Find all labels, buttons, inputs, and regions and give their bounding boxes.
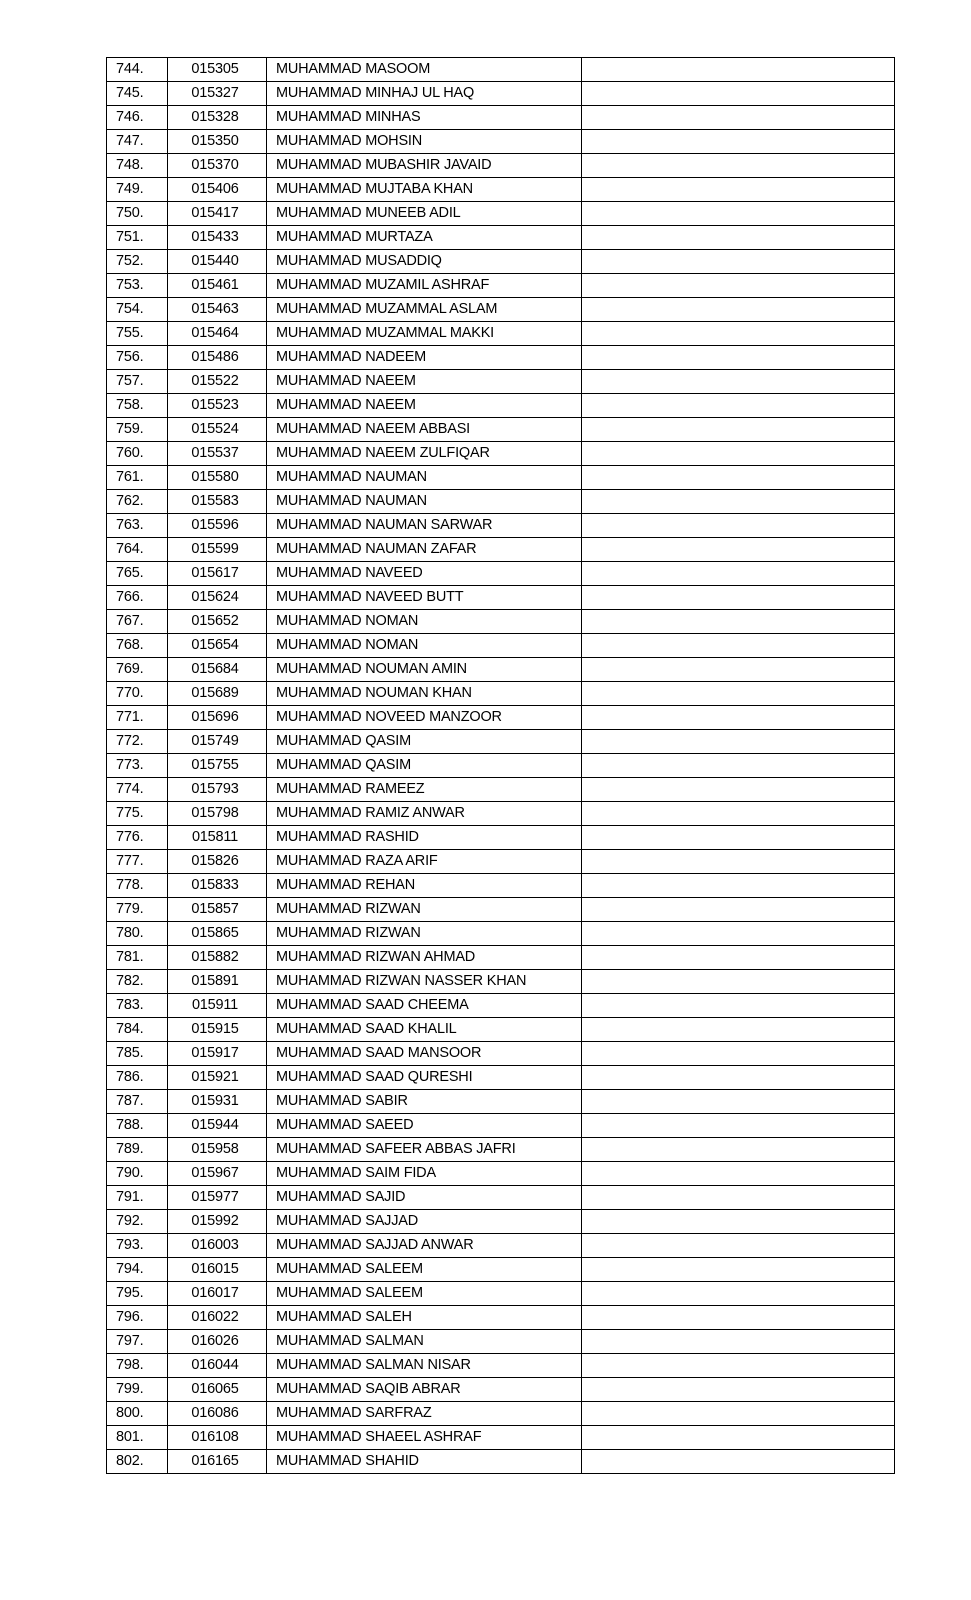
candidate-id-cell: 015882 bbox=[168, 946, 267, 970]
table-row bbox=[107, 610, 895, 634]
candidate-name-cell: MUHAMMAD NOUMAN AMIN bbox=[267, 658, 582, 682]
candidate-id-cell: 015370 bbox=[168, 154, 267, 178]
serial-number-cell: 768. bbox=[107, 634, 168, 658]
candidate-id-cell: 015524 bbox=[168, 418, 267, 442]
candidate-name-cell: MUHAMMAD NADEEM bbox=[267, 346, 582, 370]
table-row bbox=[107, 1138, 895, 1162]
table-row bbox=[107, 562, 895, 586]
serial-number-cell: 748. bbox=[107, 154, 168, 178]
table-row bbox=[107, 346, 895, 370]
candidate-name-cell: MUHAMMAD SABIR bbox=[267, 1090, 582, 1114]
empty-cell bbox=[582, 418, 895, 442]
table-row bbox=[107, 154, 895, 178]
table-row bbox=[107, 1258, 895, 1282]
table-row bbox=[107, 130, 895, 154]
candidate-id-cell: 015523 bbox=[168, 394, 267, 418]
candidate-id-cell: 015406 bbox=[168, 178, 267, 202]
candidate-name-cell: MUHAMMAD NOMAN bbox=[267, 634, 582, 658]
candidate-name-cell: MUHAMMAD NAUMAN bbox=[267, 466, 582, 490]
table-row bbox=[107, 730, 895, 754]
empty-cell bbox=[582, 970, 895, 994]
candidate-name-cell: MUHAMMAD RAMIZ ANWAR bbox=[267, 802, 582, 826]
empty-cell bbox=[582, 562, 895, 586]
candidate-name-cell: MUHAMMAD NOVEED MANZOOR bbox=[267, 706, 582, 730]
serial-number-cell: 780. bbox=[107, 922, 168, 946]
candidate-id-cell: 015537 bbox=[168, 442, 267, 466]
serial-number-cell: 773. bbox=[107, 754, 168, 778]
serial-number-cell: 776. bbox=[107, 826, 168, 850]
candidate-name-cell: MUHAMMAD SAAD KHALIL bbox=[267, 1018, 582, 1042]
serial-number-cell: 802. bbox=[107, 1450, 168, 1474]
candidate-name-cell: MUHAMMAD SAIM FIDA bbox=[267, 1162, 582, 1186]
table-row bbox=[107, 1450, 895, 1474]
empty-cell bbox=[582, 130, 895, 154]
empty-cell bbox=[582, 1330, 895, 1354]
empty-cell bbox=[582, 274, 895, 298]
table-row bbox=[107, 1090, 895, 1114]
table-row bbox=[107, 418, 895, 442]
candidate-id-cell: 015417 bbox=[168, 202, 267, 226]
serial-number-cell: 764. bbox=[107, 538, 168, 562]
serial-number-cell: 786. bbox=[107, 1066, 168, 1090]
candidate-id-cell: 016015 bbox=[168, 1258, 267, 1282]
candidate-name-cell: MUHAMMAD MUZAMMAL MAKKI bbox=[267, 322, 582, 346]
candidate-id-cell: 015891 bbox=[168, 970, 267, 994]
candidate-id-cell: 015522 bbox=[168, 370, 267, 394]
candidate-name-cell: MUHAMMAD SAFEER ABBAS JAFRI bbox=[267, 1138, 582, 1162]
table-row bbox=[107, 202, 895, 226]
serial-number-cell: 785. bbox=[107, 1042, 168, 1066]
table-row bbox=[107, 538, 895, 562]
candidate-name-cell: MUHAMMAD SAJJAD bbox=[267, 1210, 582, 1234]
candidate-id-cell: 015921 bbox=[168, 1066, 267, 1090]
candidate-table-body bbox=[107, 58, 895, 1474]
candidate-id-cell: 015958 bbox=[168, 1138, 267, 1162]
candidate-name-cell: MUHAMMAD SAQIB ABRAR bbox=[267, 1378, 582, 1402]
candidate-name-cell: MUHAMMAD NAEEM bbox=[267, 394, 582, 418]
serial-number-cell: 778. bbox=[107, 874, 168, 898]
serial-number-cell: 760. bbox=[107, 442, 168, 466]
empty-cell bbox=[582, 202, 895, 226]
empty-cell bbox=[582, 1018, 895, 1042]
candidate-id-cell: 015749 bbox=[168, 730, 267, 754]
table-row bbox=[107, 1330, 895, 1354]
empty-cell bbox=[582, 490, 895, 514]
serial-number-cell: 772. bbox=[107, 730, 168, 754]
candidate-name-cell: MUHAMMAD RIZWAN NASSER KHAN bbox=[267, 970, 582, 994]
table-row bbox=[107, 466, 895, 490]
table-row bbox=[107, 1234, 895, 1258]
table-row bbox=[107, 370, 895, 394]
candidate-id-cell: 015583 bbox=[168, 490, 267, 514]
candidate-id-cell: 015350 bbox=[168, 130, 267, 154]
table-row bbox=[107, 1018, 895, 1042]
table-row bbox=[107, 1162, 895, 1186]
candidate-name-cell: MUHAMMAD SAAD QURESHI bbox=[267, 1066, 582, 1090]
empty-cell bbox=[582, 1090, 895, 1114]
serial-number-cell: 783. bbox=[107, 994, 168, 1018]
candidate-name-cell: MUHAMMAD SALEEM bbox=[267, 1282, 582, 1306]
candidate-id-cell: 016017 bbox=[168, 1282, 267, 1306]
table-row bbox=[107, 898, 895, 922]
empty-cell bbox=[582, 850, 895, 874]
empty-cell bbox=[582, 298, 895, 322]
serial-number-cell: 791. bbox=[107, 1186, 168, 1210]
empty-cell bbox=[582, 154, 895, 178]
candidate-id-cell: 015461 bbox=[168, 274, 267, 298]
empty-cell bbox=[582, 1378, 895, 1402]
table-row bbox=[107, 274, 895, 298]
table-row bbox=[107, 778, 895, 802]
candidate-id-cell: 015617 bbox=[168, 562, 267, 586]
empty-cell bbox=[582, 226, 895, 250]
serial-number-cell: 763. bbox=[107, 514, 168, 538]
candidate-id-cell: 015944 bbox=[168, 1114, 267, 1138]
candidate-name-cell: MUHAMMAD SAJID bbox=[267, 1186, 582, 1210]
serial-number-cell: 754. bbox=[107, 298, 168, 322]
candidate-name-cell: MUHAMMAD MUZAMIL ASHRAF bbox=[267, 274, 582, 298]
candidate-name-cell: MUHAMMAD QASIM bbox=[267, 754, 582, 778]
empty-cell bbox=[582, 658, 895, 682]
serial-number-cell: 761. bbox=[107, 466, 168, 490]
empty-cell bbox=[582, 178, 895, 202]
candidate-name-cell: MUHAMMAD NAVEED bbox=[267, 562, 582, 586]
empty-cell bbox=[582, 634, 895, 658]
empty-cell bbox=[582, 706, 895, 730]
serial-number-cell: 749. bbox=[107, 178, 168, 202]
candidate-name-cell: MUHAMMAD SAAD CHEEMA bbox=[267, 994, 582, 1018]
serial-number-cell: 777. bbox=[107, 850, 168, 874]
candidate-name-cell: MUHAMMAD MUJTABA KHAN bbox=[267, 178, 582, 202]
serial-number-cell: 794. bbox=[107, 1258, 168, 1282]
empty-cell bbox=[582, 994, 895, 1018]
empty-cell bbox=[582, 778, 895, 802]
table-row bbox=[107, 394, 895, 418]
empty-cell bbox=[582, 898, 895, 922]
candidate-name-cell: MUHAMMAD RIZWAN bbox=[267, 922, 582, 946]
empty-cell bbox=[582, 442, 895, 466]
candidate-name-cell: MUHAMMAD RIZWAN bbox=[267, 898, 582, 922]
candidate-name-cell: MUHAMMAD QASIM bbox=[267, 730, 582, 754]
candidate-id-cell: 015865 bbox=[168, 922, 267, 946]
table-row bbox=[107, 970, 895, 994]
candidate-name-cell: MUHAMMAD NAVEED BUTT bbox=[267, 586, 582, 610]
empty-cell bbox=[582, 322, 895, 346]
table-row bbox=[107, 658, 895, 682]
candidate-name-cell: MUHAMMAD RAZA ARIF bbox=[267, 850, 582, 874]
empty-cell bbox=[582, 754, 895, 778]
candidate-name-cell: MUHAMMAD NAUMAN bbox=[267, 490, 582, 514]
table-row bbox=[107, 994, 895, 1018]
table-row bbox=[107, 298, 895, 322]
candidate-name-cell: MUHAMMAD SALMAN bbox=[267, 1330, 582, 1354]
candidate-id-cell: 015755 bbox=[168, 754, 267, 778]
serial-number-cell: 792. bbox=[107, 1210, 168, 1234]
candidate-name-cell: MUHAMMAD MASOOM bbox=[267, 58, 582, 82]
table-row bbox=[107, 754, 895, 778]
candidate-id-cell: 016086 bbox=[168, 1402, 267, 1426]
table-row bbox=[107, 322, 895, 346]
table-row bbox=[107, 1306, 895, 1330]
empty-cell bbox=[582, 826, 895, 850]
candidate-id-cell: 015433 bbox=[168, 226, 267, 250]
table-row bbox=[107, 490, 895, 514]
serial-number-cell: 789. bbox=[107, 1138, 168, 1162]
serial-number-cell: 774. bbox=[107, 778, 168, 802]
serial-number-cell: 766. bbox=[107, 586, 168, 610]
candidate-id-cell: 015463 bbox=[168, 298, 267, 322]
table-row bbox=[107, 850, 895, 874]
candidate-name-cell: MUHAMMAD MUNEEB ADIL bbox=[267, 202, 582, 226]
table-row bbox=[107, 178, 895, 202]
candidate-name-cell: MUHAMMAD SALEEM bbox=[267, 1258, 582, 1282]
candidate-name-cell: MUHAMMAD REHAN bbox=[267, 874, 582, 898]
serial-number-cell: 788. bbox=[107, 1114, 168, 1138]
empty-cell bbox=[582, 250, 895, 274]
empty-cell bbox=[582, 106, 895, 130]
table-row bbox=[107, 922, 895, 946]
candidate-id-cell: 016022 bbox=[168, 1306, 267, 1330]
candidate-id-cell: 015811 bbox=[168, 826, 267, 850]
candidate-id-cell: 015464 bbox=[168, 322, 267, 346]
candidate-name-cell: MUHAMMAD NAUMAN SARWAR bbox=[267, 514, 582, 538]
empty-cell bbox=[582, 730, 895, 754]
empty-cell bbox=[582, 466, 895, 490]
candidate-id-cell: 015486 bbox=[168, 346, 267, 370]
candidate-id-cell: 015833 bbox=[168, 874, 267, 898]
empty-cell bbox=[582, 370, 895, 394]
serial-number-cell: 756. bbox=[107, 346, 168, 370]
table-row bbox=[107, 826, 895, 850]
candidate-id-cell: 016065 bbox=[168, 1378, 267, 1402]
empty-cell bbox=[582, 1450, 895, 1474]
serial-number-cell: 770. bbox=[107, 682, 168, 706]
candidate-name-cell: MUHAMMAD SHAHID bbox=[267, 1450, 582, 1474]
empty-cell bbox=[582, 874, 895, 898]
candidate-name-cell: MUHAMMAD SHAEEL ASHRAF bbox=[267, 1426, 582, 1450]
serial-number-cell: 750. bbox=[107, 202, 168, 226]
empty-cell bbox=[582, 1282, 895, 1306]
candidate-name-cell: MUHAMMAD MINHAS bbox=[267, 106, 582, 130]
serial-number-cell: 755. bbox=[107, 322, 168, 346]
candidate-id-cell: 015911 bbox=[168, 994, 267, 1018]
table-row bbox=[107, 1114, 895, 1138]
candidate-id-cell: 015654 bbox=[168, 634, 267, 658]
candidate-name-cell: MUHAMMAD RASHID bbox=[267, 826, 582, 850]
candidate-name-cell: MUHAMMAD MUBASHIR JAVAID bbox=[267, 154, 582, 178]
candidate-name-cell: MUHAMMAD NOUMAN KHAN bbox=[267, 682, 582, 706]
table-row bbox=[107, 514, 895, 538]
empty-cell bbox=[582, 514, 895, 538]
serial-number-cell: 767. bbox=[107, 610, 168, 634]
serial-number-cell: 762. bbox=[107, 490, 168, 514]
candidate-name-cell: MUHAMMAD RAMEEZ bbox=[267, 778, 582, 802]
candidate-name-cell: MUHAMMAD SAAD MANSOOR bbox=[267, 1042, 582, 1066]
empty-cell bbox=[582, 1042, 895, 1066]
candidate-id-cell: 015977 bbox=[168, 1186, 267, 1210]
candidate-name-cell: MUHAMMAD SAJJAD ANWAR bbox=[267, 1234, 582, 1258]
candidate-id-cell: 015580 bbox=[168, 466, 267, 490]
serial-number-cell: 787. bbox=[107, 1090, 168, 1114]
table-row bbox=[107, 586, 895, 610]
serial-number-cell: 800. bbox=[107, 1402, 168, 1426]
serial-number-cell: 796. bbox=[107, 1306, 168, 1330]
candidate-id-cell: 016044 bbox=[168, 1354, 267, 1378]
empty-cell bbox=[582, 1210, 895, 1234]
empty-cell bbox=[582, 1066, 895, 1090]
serial-number-cell: 771. bbox=[107, 706, 168, 730]
candidate-name-cell: MUHAMMAD NAEEM bbox=[267, 370, 582, 394]
empty-cell bbox=[582, 58, 895, 82]
empty-cell bbox=[582, 682, 895, 706]
table-row bbox=[107, 682, 895, 706]
candidate-name-cell: MUHAMMAD NAUMAN ZAFAR bbox=[267, 538, 582, 562]
candidate-name-cell: MUHAMMAD MOHSIN bbox=[267, 130, 582, 154]
candidate-name-cell: MUHAMMAD NAEEM ZULFIQAR bbox=[267, 442, 582, 466]
serial-number-cell: 757. bbox=[107, 370, 168, 394]
serial-number-cell: 779. bbox=[107, 898, 168, 922]
serial-number-cell: 752. bbox=[107, 250, 168, 274]
empty-cell bbox=[582, 1402, 895, 1426]
serial-number-cell: 765. bbox=[107, 562, 168, 586]
serial-number-cell: 769. bbox=[107, 658, 168, 682]
candidate-id-cell: 016003 bbox=[168, 1234, 267, 1258]
empty-cell bbox=[582, 346, 895, 370]
serial-number-cell: 753. bbox=[107, 274, 168, 298]
serial-number-cell: 795. bbox=[107, 1282, 168, 1306]
serial-number-cell: 745. bbox=[107, 82, 168, 106]
table-row bbox=[107, 226, 895, 250]
candidate-id-cell: 015696 bbox=[168, 706, 267, 730]
candidate-id-cell: 015327 bbox=[168, 82, 267, 106]
candidate-id-cell: 015684 bbox=[168, 658, 267, 682]
empty-cell bbox=[582, 1138, 895, 1162]
empty-cell bbox=[582, 610, 895, 634]
table-row bbox=[107, 1426, 895, 1450]
empty-cell bbox=[582, 1258, 895, 1282]
candidate-name-cell: MUHAMMAD MUZAMMAL ASLAM bbox=[267, 298, 582, 322]
empty-cell bbox=[582, 1162, 895, 1186]
table-row bbox=[107, 1066, 895, 1090]
candidate-name-cell: MUHAMMAD MINHAJ UL HAQ bbox=[267, 82, 582, 106]
table-row bbox=[107, 1402, 895, 1426]
candidate-id-cell: 015915 bbox=[168, 1018, 267, 1042]
empty-cell bbox=[582, 1306, 895, 1330]
table-row bbox=[107, 634, 895, 658]
candidate-name-cell: MUHAMMAD NAEEM ABBASI bbox=[267, 418, 582, 442]
table-row bbox=[107, 1210, 895, 1234]
serial-number-cell: 793. bbox=[107, 1234, 168, 1258]
serial-number-cell: 746. bbox=[107, 106, 168, 130]
serial-number-cell: 798. bbox=[107, 1354, 168, 1378]
candidate-id-cell: 016108 bbox=[168, 1426, 267, 1450]
table-row bbox=[107, 802, 895, 826]
serial-number-cell: 801. bbox=[107, 1426, 168, 1450]
table-row bbox=[107, 946, 895, 970]
table-row bbox=[107, 706, 895, 730]
candidate-id-cell: 015440 bbox=[168, 250, 267, 274]
serial-number-cell: 747. bbox=[107, 130, 168, 154]
table-row bbox=[107, 1042, 895, 1066]
serial-number-cell: 775. bbox=[107, 802, 168, 826]
serial-number-cell: 782. bbox=[107, 970, 168, 994]
candidate-id-cell: 015624 bbox=[168, 586, 267, 610]
candidate-id-cell: 015596 bbox=[168, 514, 267, 538]
candidate-id-cell: 015305 bbox=[168, 58, 267, 82]
empty-cell bbox=[582, 538, 895, 562]
table-row bbox=[107, 442, 895, 466]
empty-cell bbox=[582, 946, 895, 970]
candidate-id-cell: 015931 bbox=[168, 1090, 267, 1114]
table-row bbox=[107, 106, 895, 130]
candidate-id-cell: 015599 bbox=[168, 538, 267, 562]
table-row bbox=[107, 58, 895, 82]
candidate-id-cell: 015857 bbox=[168, 898, 267, 922]
serial-number-cell: 758. bbox=[107, 394, 168, 418]
candidate-name-cell: MUHAMMAD SALEH bbox=[267, 1306, 582, 1330]
candidate-name-cell: MUHAMMAD SALMAN NISAR bbox=[267, 1354, 582, 1378]
candidate-name-cell: MUHAMMAD MUSADDIQ bbox=[267, 250, 582, 274]
candidate-name-cell: MUHAMMAD SARFRAZ bbox=[267, 1402, 582, 1426]
empty-cell bbox=[582, 802, 895, 826]
serial-number-cell: 744. bbox=[107, 58, 168, 82]
candidate-id-cell: 015798 bbox=[168, 802, 267, 826]
candidate-id-cell: 015328 bbox=[168, 106, 267, 130]
candidate-name-cell: MUHAMMAD SAEED bbox=[267, 1114, 582, 1138]
candidate-id-cell: 015967 bbox=[168, 1162, 267, 1186]
candidate-id-cell: 016165 bbox=[168, 1450, 267, 1474]
candidate-name-cell: MUHAMMAD NOMAN bbox=[267, 610, 582, 634]
empty-cell bbox=[582, 1426, 895, 1450]
table-row bbox=[107, 1378, 895, 1402]
empty-cell bbox=[582, 1234, 895, 1258]
empty-cell bbox=[582, 1186, 895, 1210]
candidate-id-cell: 015992 bbox=[168, 1210, 267, 1234]
empty-cell bbox=[582, 586, 895, 610]
candidate-name-cell: MUHAMMAD RIZWAN AHMAD bbox=[267, 946, 582, 970]
candidate-table bbox=[106, 57, 895, 1474]
serial-number-cell: 790. bbox=[107, 1162, 168, 1186]
candidate-id-cell: 016026 bbox=[168, 1330, 267, 1354]
candidate-id-cell: 015652 bbox=[168, 610, 267, 634]
table-row bbox=[107, 250, 895, 274]
candidate-name-cell: MUHAMMAD MURTAZA bbox=[267, 226, 582, 250]
candidate-id-cell: 015826 bbox=[168, 850, 267, 874]
candidate-id-cell: 015917 bbox=[168, 1042, 267, 1066]
table-row bbox=[107, 1186, 895, 1210]
serial-number-cell: 781. bbox=[107, 946, 168, 970]
candidate-id-cell: 015689 bbox=[168, 682, 267, 706]
serial-number-cell: 784. bbox=[107, 1018, 168, 1042]
table-row bbox=[107, 1282, 895, 1306]
serial-number-cell: 751. bbox=[107, 226, 168, 250]
table-row bbox=[107, 874, 895, 898]
serial-number-cell: 759. bbox=[107, 418, 168, 442]
empty-cell bbox=[582, 1354, 895, 1378]
empty-cell bbox=[582, 394, 895, 418]
empty-cell bbox=[582, 82, 895, 106]
serial-number-cell: 799. bbox=[107, 1378, 168, 1402]
table-row bbox=[107, 1354, 895, 1378]
empty-cell bbox=[582, 1114, 895, 1138]
candidate-id-cell: 015793 bbox=[168, 778, 267, 802]
serial-number-cell: 797. bbox=[107, 1330, 168, 1354]
table-row bbox=[107, 82, 895, 106]
empty-cell bbox=[582, 922, 895, 946]
